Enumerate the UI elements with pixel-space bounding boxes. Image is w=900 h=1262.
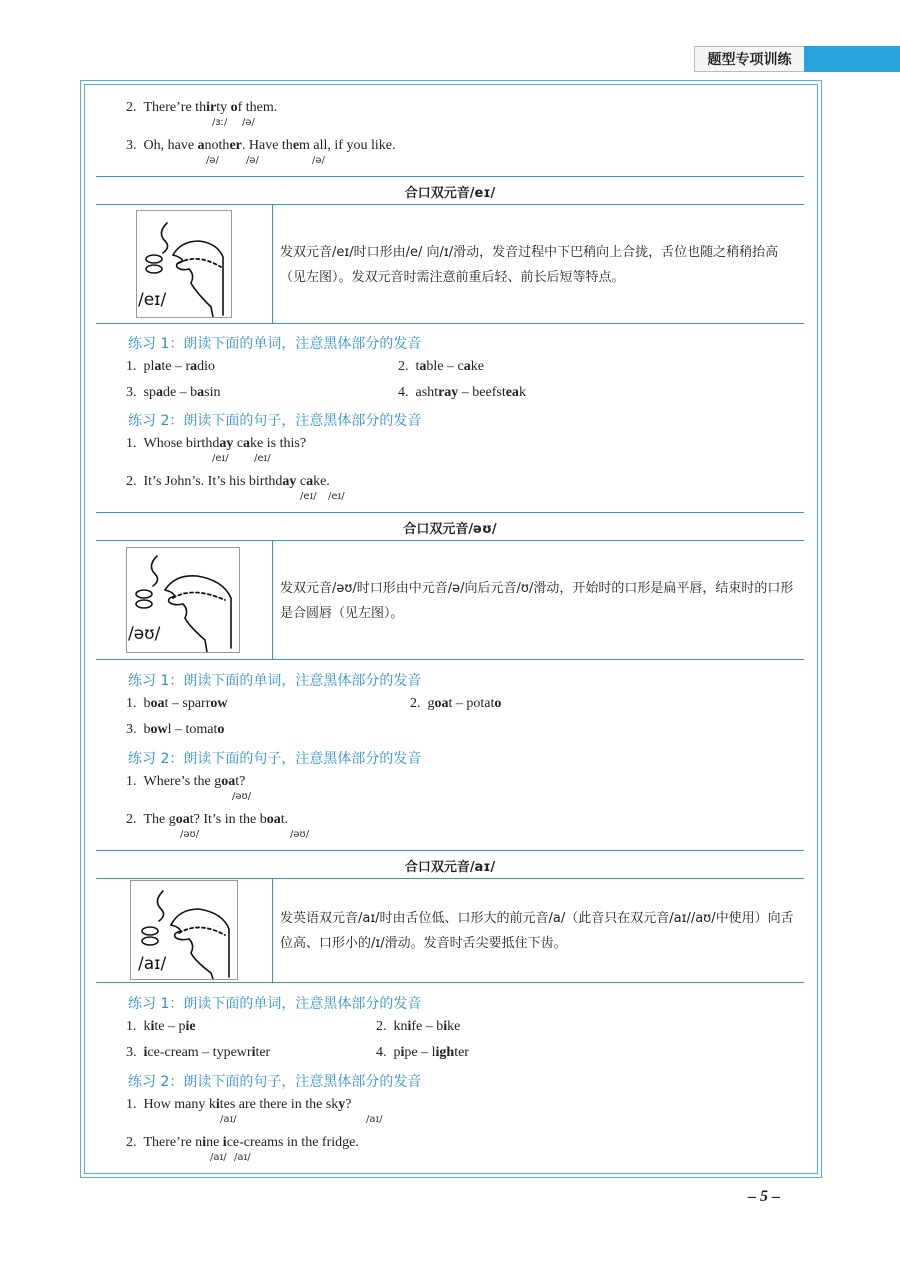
word-pair-ai-1: 1. kite – pie [126, 1019, 196, 1034]
word-pair-ei-1: 1. plate – radio [126, 359, 216, 374]
figure-label-ai: /aɪ/ [138, 954, 167, 974]
section-title-ei: 合口双元音/eɪ/ [404, 186, 496, 201]
ipa-label: /ə/ [242, 117, 255, 128]
ipa-label: /eɪ/ [328, 491, 345, 502]
word-pair-ou-3: 3. bowl – tomato [126, 722, 225, 737]
exercise-2-title-ei: 练习 2：朗读下面的句子，注意黑体部分的发音 [128, 413, 422, 429]
word-pair-ei-2: 2. table – cake [398, 359, 484, 374]
page-number: – 5 – [748, 1188, 780, 1205]
section-title-ai: 合口双元音/aɪ/ [404, 860, 496, 875]
top-item-2: 2. There’re thirty of them. [126, 100, 278, 115]
section-divider [96, 982, 804, 983]
ipa-label: /eɪ/ [254, 453, 271, 464]
section-vertical-divider [272, 879, 273, 982]
section-divider [96, 176, 804, 177]
word-pair-ai-3: 3. ice-cream – typewriter [126, 1045, 271, 1060]
sentence-ei-2: 2. It’s John’s. It’s his birthday cake. [126, 474, 330, 489]
ipa-label: /eɪ/ [212, 453, 229, 464]
section-divider [96, 659, 804, 660]
word-pair-ai-4: 4. pipe – lighter [376, 1045, 469, 1060]
ipa-label: /əʊ/ [290, 829, 310, 840]
section-divider [96, 850, 804, 851]
header-accent-bar [804, 46, 900, 72]
figure-label-ei: /eɪ/ [138, 290, 167, 310]
exercise-1-title-ei: 练习 1：朗读下面的单词，注意黑体部分的发音 [128, 336, 422, 352]
exercise-2-title-ou: 练习 2：朗读下面的句子，注意黑体部分的发音 [128, 751, 422, 767]
ipa-label: /aɪ/ [210, 1152, 227, 1163]
sentence-ou-2: 2. The goat? It’s in the boat. [126, 812, 289, 827]
section-divider [96, 540, 804, 541]
description-ei: 发双元音/eɪ/时口形由/e/ 向/ɪ/滑动，发音过程中下巴稍向上合拢，舌位也随之稍稍抬高（见左图）。发双元音时需注意前重后轻、前长后短等特点。 [280, 245, 779, 285]
exercise-2-title-ai: 练习 2：朗读下面的句子，注意黑体部分的发音 [128, 1074, 422, 1090]
ipa-label: /ə/ [206, 155, 219, 166]
section-divider [96, 204, 804, 205]
ipa-label: /ə/ [312, 155, 325, 166]
word-pair-ei-3: 3. spade – basin [126, 385, 221, 400]
sentence-ai-1: 1. How many kites are there in the sky? [126, 1097, 352, 1112]
ipa-label: /ɜː/ [212, 117, 228, 128]
ipa-label: /əʊ/ [180, 829, 200, 840]
section-divider [96, 323, 804, 324]
sentence-ou-1: 1. Where’s the goat? [126, 774, 246, 789]
description-ai: 发英语双元音/aɪ/时由舌位低、口形大的前元音/a/（此音只在双元音/aɪ//aʊ/中使用）向舌位高、口形小的/ɪ/滑动。发音时舌尖要抵住下齿。 [280, 911, 794, 951]
exercise-1-title-ai: 练习 1：朗读下面的单词，注意黑体部分的发音 [128, 996, 422, 1012]
sentence-ai-2: 2. There’re nine ice-creams in the fridge. [126, 1135, 359, 1150]
section-vertical-divider [272, 205, 273, 323]
ipa-label: /aɪ/ [234, 1152, 251, 1163]
word-pair-ou-1: 1. boat – sparrow [126, 696, 228, 711]
ipa-label: /ə/ [246, 155, 259, 166]
ipa-label: /əʊ/ [232, 791, 252, 802]
word-pair-ei-4: 4. ashtray – beefsteak [398, 385, 526, 400]
top-item-3: 3. Oh, have another. Have them all, if you like. [126, 138, 396, 153]
header-title: 题型专项训练 [694, 46, 804, 72]
description-ou: 发双元音/əʊ/时口形由中元音/ə/向后元音/ʊ/滑动，开始时的口形是扁平唇，结束时的口形是合圆唇（见左图）。 [280, 581, 794, 621]
ipa-label: /eɪ/ [300, 491, 317, 502]
section-vertical-divider [272, 541, 273, 659]
section-divider [96, 512, 804, 513]
figure-label-ou: /əʊ/ [128, 624, 161, 644]
ipa-label: /aɪ/ [220, 1114, 237, 1125]
ipa-label: /aɪ/ [366, 1114, 383, 1125]
word-pair-ou-2: 2. goat – potato [410, 696, 502, 711]
exercise-1-title-ou: 练习 1：朗读下面的单词，注意黑体部分的发音 [128, 673, 422, 689]
sentence-ei-1: 1. Whose birthday cake is this? [126, 436, 307, 451]
word-pair-ai-2: 2. knife – bike [376, 1019, 461, 1034]
section-title-ou: 合口双元音/əʊ/ [403, 522, 497, 537]
section-divider [96, 878, 804, 879]
